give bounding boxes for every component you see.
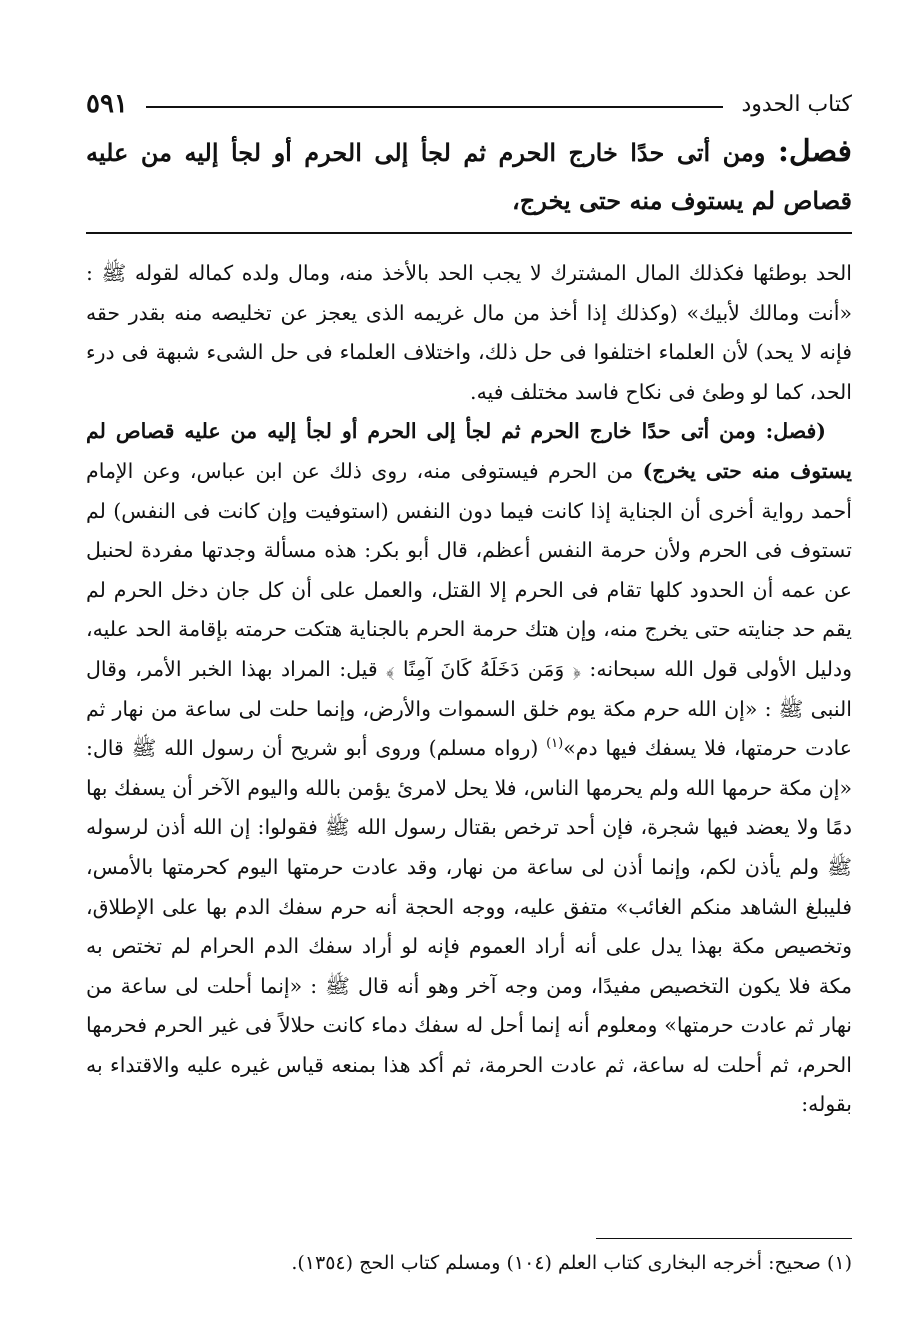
paragraph-2 bbox=[86, 412, 852, 1125]
running-header bbox=[86, 82, 852, 126]
heading-divider bbox=[86, 232, 852, 234]
page-number: ٥٩١ bbox=[86, 89, 128, 119]
paragraph-2-text-b: (رواه مسلم) وروى أبو شريح أن رسول الله ﷺ قال: «إن مكة حرمها الله ولم يحرمها الناس، فلا يحل لامرئ يؤمن بالله واليوم الآخر أن يسفك بها دمًا ولا يعضد فيها شجرة، فإن أحد ترخص بقتال رسول الله ﷺ فقولوا: إن الله أذن لرسوله ﷺ ولم يأذن لكم، وإنما أذن لى ساعة من نهار، وقد عادت حرمتها اليوم كحرمتها بالأمس، فليبلغ الشاهد منكم الغائب» متفق عليه، ووجه الحجة أنه حرم سفك الدم بها على الإطلاق، وتخصيص مكة بهذا يدل على أنه أراد العموم فإنه لو أراد سفك الدم الحرام لم تختص به مكة فلا يكون التخصيص مفيدًا، ومن وجه آخر وهو أنه قال ﷺ : «إنما أحلت لى ساعة من نهار ثم عادت حرمتها» ومعلوم أنه إنما أحل له سفك دماء كانت حلالاً فى غير الحرم فحرمها الحرم، ثم أحلت له ساعة، ثم عادت الحرمة، ثم أكد هذا بمنعه قياس غيره عليه والاقتداء به بقوله: bbox=[86, 736, 852, 1117]
header-divider bbox=[146, 106, 724, 108]
section-label: فصل: bbox=[777, 134, 853, 169]
section-heading-text: ومن أتى حدًا خارج الحرم ثم لجأ إلى الحرم أو لجأ إليه من عليه قصاص لم يستوف منه حتى يخرج، bbox=[86, 138, 852, 215]
footnote-divider bbox=[596, 1238, 852, 1239]
footnote-reference: (١) bbox=[546, 736, 564, 752]
body-text bbox=[86, 254, 852, 1125]
chapter-title: كتاب الحدود bbox=[741, 91, 852, 117]
section-heading bbox=[86, 128, 852, 225]
paragraph-1: الحد بوطئها فكذلك المال المشترك لا يجب الحد بالأخذ منه، ومال ولده كماله لقوله ﷺ : «أنت ومالك لأبيك» (وكذلك إذا أخذ من مال غريمه الذى يعجز عن تخليصه منه بقدر حقه فإنه لا يحد) لأن العلماء اختلفوا فى حل ذلك، واختلاف العلماء فى حل الشىء شبهة فى درء الحد، كما لو وطئ فى نكاح فاسد مختلف فيه. bbox=[86, 261, 852, 404]
quoted-matn: (فصل: ومن أتى حدًا خارج الحرم ثم لجأ إلى الحرم أو لجأ إليه من عليه قصاص لم يستوف منه حتى يخرج) bbox=[86, 419, 852, 483]
paragraph-2-text-a: من الحرم فيستوفى منه، روى ذلك عن ابن عباس، وعن الإمام أحمد رواية أخرى أن الجناية إذا كانت فيما دون النفس (استوفيت وإن كانت فى النفس) لم تستوف فى الحرم ولأن حرمة النفس أعظم، قال أبو بكر: هذه مسألة وجدتها مفردة لحنبل عن عمه أن الحدود كلها تقام فى الحرم إلا القتل، والعمل على أن كل جان دخل الحرم لم يقم حد جنايته حتى يخرج منه، وإن هتك حرمة الحرم بالجناية هتكت حرمته بإقامة الحد عليه، ودليل الأولى قول الله سبحانه: ﴿ وَمَن دَخَلَهُ كَانَ آمِنًا ﴾ قيل: المراد بهذا الخبر الأمر، وقال النبى ﷺ : «إن الله حرم مكة يوم خلق السموات والأرض، وإنما حلت لى ساعة من نهار ثم عادت حرمتها، فلا يسفك فيها دم» bbox=[86, 458, 852, 761]
footnote-1: (١) صحيح: أخرجه البخارى كتاب العلم (١٠٤) ومسلم كتاب الحج (١٣٥٤). bbox=[291, 1252, 852, 1274]
